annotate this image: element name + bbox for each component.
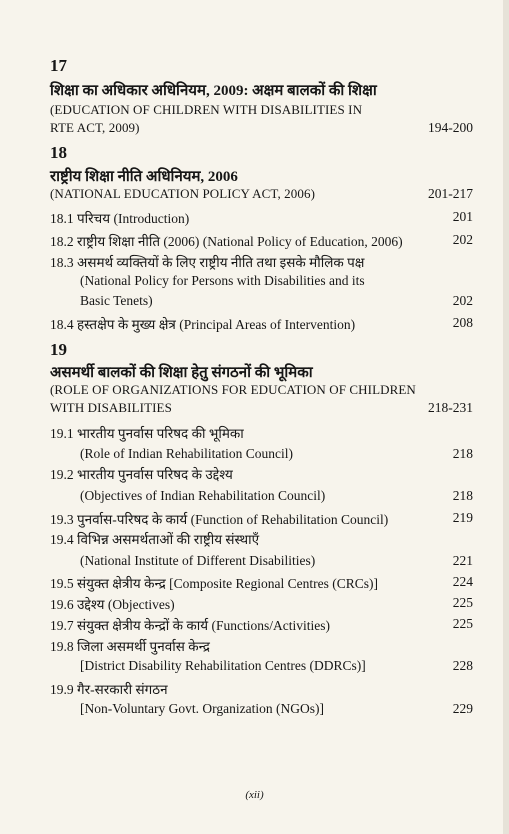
entry-title: असमर्थ व्यक्तियों के लिए राष्ट्रीय नीति तथा इसके मौलिक पक्ष <box>77 255 365 270</box>
entry-page: 201 <box>452 209 473 224</box>
entry-page: 221 <box>452 553 473 568</box>
entry-title: हस्तक्षेप के मुख्य क्षेत्र (Principal Areas of Intervention) <box>77 317 356 332</box>
entry-title: भारतीय पुनर्वास परिषद के उद्देश्य <box>77 467 233 482</box>
entry-page: 202 <box>452 293 473 308</box>
entry-title-continued: (National Policy for Persons with Disabilities and its <box>80 273 365 288</box>
chapter-title-hindi: असमर्थी बालकों की शिक्षा हेतु संगठनों की भूमिका <box>50 365 313 381</box>
entry-title: भारतीय पुनर्वास परिषद की भूमिका <box>77 426 244 441</box>
entry-title: जिला असमर्थी पुनर्वास केन्द्र <box>77 639 210 654</box>
entry-page: 208 <box>452 315 473 330</box>
entry-title: पुनर्वास-परिषद के कार्य (Function of Rehabilitation Council) <box>77 512 389 527</box>
chapter-title-english: (ROLE OF ORGANIZATIONS FOR EDUCATION OF CHILDREN <box>50 382 416 397</box>
entry-title: गैर-सरकारी संगठन <box>77 682 168 697</box>
entry-number: 19.4 <box>50 532 77 547</box>
entry-title-continued: (National Institute of Different Disabilities) <box>80 553 316 568</box>
entry-title-continued: (Objectives of Indian Rehabilitation Council) <box>80 488 326 503</box>
toc-entry <box>50 209 189 227</box>
entry-number: 19.7 <box>50 618 77 633</box>
toc-entry <box>50 530 259 548</box>
entry-page: 202 <box>452 232 473 247</box>
entry-title: उद्देश्य (Objectives) <box>77 597 175 612</box>
toc-entry <box>50 637 210 655</box>
entry-page: 218 <box>452 488 473 503</box>
entry-number: 19.5 <box>50 576 77 591</box>
entry-number: 19.8 <box>50 639 77 654</box>
chapter-pages: 201-217 <box>428 186 473 201</box>
toc-entry <box>50 465 233 483</box>
entry-number: 19.2 <box>50 467 77 482</box>
entry-page: 224 <box>452 574 473 589</box>
toc-entry <box>50 510 388 528</box>
chapter-pages: 218-231 <box>428 400 473 415</box>
toc-entry <box>50 574 378 592</box>
entry-page: 219 <box>452 510 473 525</box>
toc-entry <box>50 680 168 698</box>
entry-title: संयुक्त क्षेत्रीय केन्द्रों के कार्य (Functions/Activities) <box>77 618 330 633</box>
entry-page: 229 <box>452 701 473 716</box>
page-number-footer: (xii) <box>245 789 264 801</box>
toc-entry <box>50 595 175 613</box>
page-edge <box>503 0 509 834</box>
entry-number: 19.6 <box>50 597 77 612</box>
chapter-number: 19 <box>50 340 67 359</box>
chapter-title-english: (EDUCATION OF CHILDREN WITH DISABILITIES IN <box>50 102 363 117</box>
entry-page: 228 <box>452 658 473 673</box>
entry-title: विभिन्न असमर्थताओं की राष्ट्रीय संस्थाएँ <box>77 532 260 547</box>
entry-title: राष्ट्रीय शिक्षा नीति (2006) (National Policy of Education, 2006) <box>77 234 403 249</box>
entry-title: परिचय (Introduction) <box>77 211 190 226</box>
chapter-title-english: (NATIONAL EDUCATION POLICY ACT, 2006) <box>50 186 316 201</box>
entry-number: 18.4 <box>50 317 77 332</box>
entry-title-continued: [Non-Voluntary Govt. Organization (NGOs)] <box>80 701 324 716</box>
chapter-title-hindi: राष्ट्रीय शिक्षा नीति अधिनियम, 2006 <box>50 169 238 185</box>
chapter-title-english: RTE ACT, 2009) <box>50 120 140 135</box>
entry-title-continued: Basic Tenets) <box>80 293 153 308</box>
entry-title-continued: [District Disability Rehabilitation Centres (DDRCs)] <box>80 658 366 673</box>
chapter-number: 18 <box>50 143 67 162</box>
entry-number: 19.1 <box>50 426 77 441</box>
chapter-pages: 194-200 <box>428 120 473 135</box>
chapter-number: 17 <box>50 56 67 75</box>
chapter-title-english: WITH DISABILITIES <box>50 400 172 415</box>
entry-number: 19.9 <box>50 682 77 697</box>
toc-entry <box>50 616 330 634</box>
entry-page: 225 <box>452 595 473 610</box>
entry-number: 18.3 <box>50 255 77 270</box>
entry-number: 18.2 <box>50 234 77 249</box>
entry-page: 218 <box>452 446 473 461</box>
entry-page: 225 <box>452 616 473 631</box>
toc-entry <box>50 253 364 271</box>
entry-title-continued: (Role of Indian Rehabilitation Council) <box>80 446 293 461</box>
chapter-title-hindi: शिक्षा का अधिकार अधिनियम, 2009: अक्षम बालकों की शिक्षा <box>50 83 377 99</box>
entry-title: संयुक्त क्षेत्रीय केन्द्र [Composite Regional Centres (CRCs)] <box>77 576 379 591</box>
entry-number: 19.3 <box>50 512 77 527</box>
toc-entry <box>50 315 355 333</box>
toc-entry <box>50 424 244 442</box>
entry-number: 18.1 <box>50 211 77 226</box>
toc-entry <box>50 232 403 250</box>
